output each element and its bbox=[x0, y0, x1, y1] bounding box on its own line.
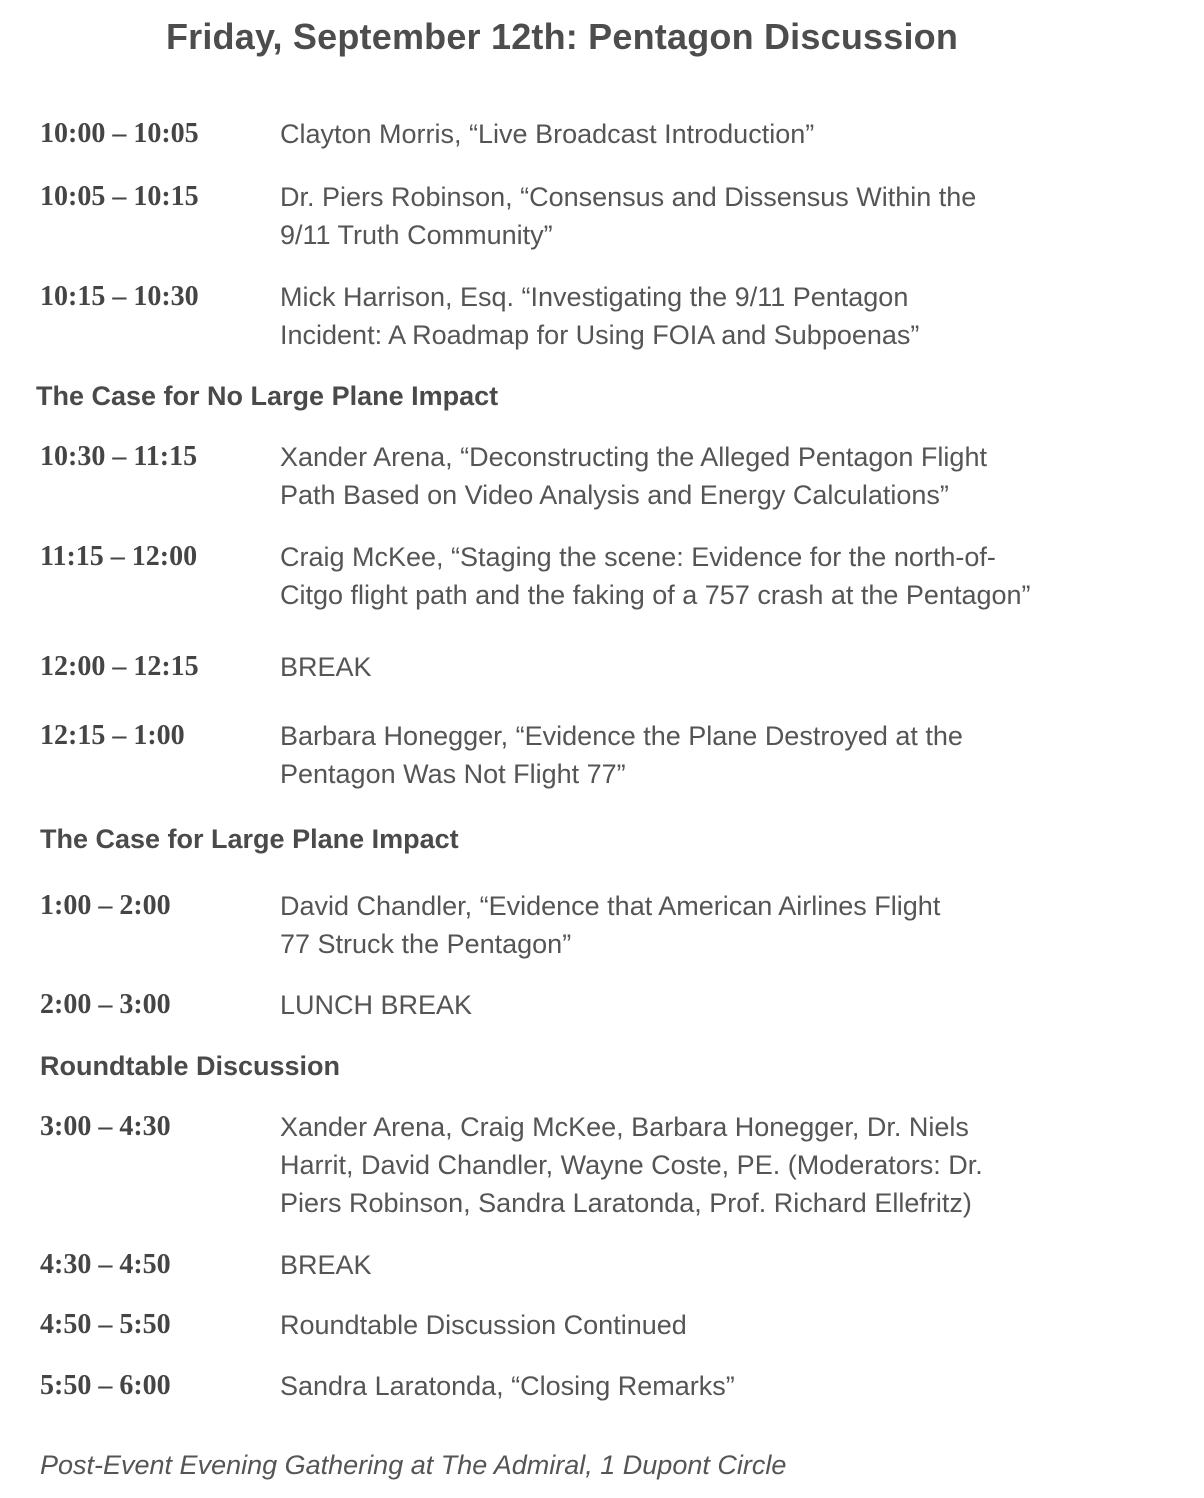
schedule-item bbox=[40, 1306, 1164, 1344]
session-description: David Chandler, “Evidence that American Airlines Flight 77 Struck the Pentagon” bbox=[280, 891, 941, 959]
session-description: Sandra Laratonda, “Closing Remarks” bbox=[280, 1371, 735, 1401]
time-slot: 10:30 – 11:15 bbox=[40, 441, 198, 472]
session-description: Barbara Honegger, “Evidence the Plane Destroyed at the Pentagon Was Not Flight 77” bbox=[280, 721, 963, 789]
time-slot: 3:00 – 4:30 bbox=[40, 1111, 171, 1142]
time-slot: 4:50 – 5:50 bbox=[40, 1309, 171, 1340]
time-slot: 10:15 – 10:30 bbox=[40, 281, 199, 312]
time-slot: 10:05 – 10:15 bbox=[40, 181, 199, 212]
session-description: BREAK bbox=[280, 1250, 372, 1280]
session-description: Xander Arena, Craig McKee, Barbara Honegger, Dr. Niels Harrit, David Chandler, Wayne Coste, PE. (Moderators: Dr. Piers Robinson, Sandra Laratonda, Prof. Richard Ellefritz) bbox=[280, 1112, 983, 1218]
section-heading: The Case for Large Plane Impact bbox=[40, 824, 459, 854]
time-slot: 1:00 – 2:00 bbox=[40, 890, 171, 921]
time-slot: 2:00 – 3:00 bbox=[40, 989, 171, 1020]
schedule-item bbox=[40, 278, 1164, 354]
session-description: Xander Arena, “Deconstructing the Alleged Pentagon Flight Path Based on Video Analysis and Energy Calculations” bbox=[280, 442, 987, 510]
schedule-item bbox=[40, 648, 1164, 686]
schedule-item bbox=[40, 115, 1164, 153]
schedule-item bbox=[40, 986, 1164, 1024]
section-heading: The Case for No Large Plane Impact bbox=[36, 381, 499, 411]
schedule-item bbox=[40, 178, 1164, 254]
time-slot: 5:50 – 6:00 bbox=[40, 1370, 171, 1401]
schedule-item bbox=[40, 887, 1164, 963]
time-slot: 11:15 – 12:00 bbox=[40, 541, 198, 572]
section-heading: Roundtable Discussion bbox=[40, 1051, 341, 1081]
page-title: Friday, September 12th: Pentagon Discussion bbox=[165, 16, 959, 57]
session-description: BREAK bbox=[280, 652, 372, 682]
session-description: Mick Harrison, Esq. “Investigating the 9/11 Pentagon Incident: A Roadmap for Using FOIA and Subpoenas” bbox=[280, 282, 920, 350]
schedule-item bbox=[40, 1367, 1164, 1405]
session-description: Craig McKee, “Staging the scene: Evidence for the north-of- Citgo flight path and the faking of a 757 crash at the Pentagon” bbox=[280, 542, 1031, 610]
time-slot: 12:15 – 1:00 bbox=[40, 720, 185, 751]
time-slot: 12:00 – 12:15 bbox=[40, 651, 199, 682]
session-description: LUNCH BREAK bbox=[280, 990, 473, 1020]
schedule-item bbox=[40, 717, 1164, 793]
session-description: Dr. Piers Robinson, “Consensus and Dissensus Within the 9/11 Truth Community” bbox=[280, 182, 977, 250]
session-description: Clayton Morris, “Live Broadcast Introduction” bbox=[280, 119, 815, 149]
schedule-item bbox=[40, 1108, 1164, 1222]
time-slot: 4:30 – 4:50 bbox=[40, 1249, 171, 1280]
session-description: Roundtable Discussion Continued bbox=[280, 1310, 687, 1340]
schedule-item bbox=[40, 438, 1164, 514]
footer-note: Post-Event Evening Gathering at The Admiral, 1 Dupont Circle bbox=[40, 1450, 787, 1480]
time-slot: 10:00 – 10:05 bbox=[40, 118, 199, 149]
schedule-item bbox=[40, 538, 1164, 614]
schedule-item bbox=[40, 1246, 1164, 1284]
